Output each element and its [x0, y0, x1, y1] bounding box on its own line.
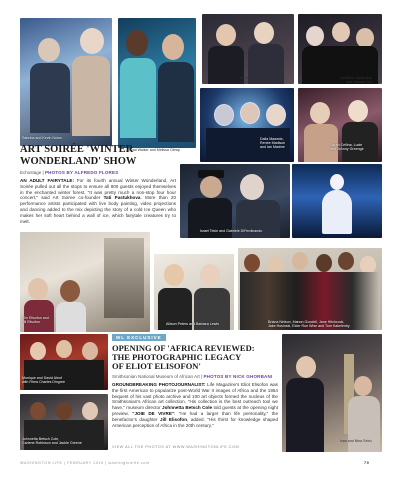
article2-name: Johnnetta Betsch Cole — [162, 405, 213, 411]
page-number: 79 — [364, 461, 370, 465]
exclusive-tag: WL EXCLUSIVE — [112, 334, 166, 341]
caption-vanleeuwen: Dorothee Van Leeuwen and Laura-Anne Sternebrink — [240, 76, 285, 85]
article2-title: OPENING OF 'AFRICA REVIEWED: THE PHOTOGRAPHIC LEGACY OF ELIOT ELISOFON' — [112, 343, 255, 372]
photo-walker — [118, 18, 196, 148]
caption-peters: Allison Peters and Barbara Lewis — [166, 322, 219, 326]
article2-name2: Jill Elisofon — [160, 416, 188, 422]
article2-credit: PHOTOS BY NICK GHORBANI — [203, 374, 273, 379]
article1-dateline — [20, 170, 118, 175]
article2-text3: : "He had a larger than life personality," the benefactor's daughter — [112, 410, 278, 422]
photo-vanleeuwen — [202, 14, 294, 84]
caption-nelson: Briana Nelson, Manon Goodell, Jane Hitchcock, Jake Hosinski, Elder Rue Wise and Tom Kakelenby — [268, 320, 350, 329]
photo-sebu — [282, 334, 382, 452]
article2-dateline — [112, 374, 272, 379]
article2-quote: "JOIE DE VIVRE" — [132, 410, 175, 416]
photo-nolan — [20, 18, 112, 146]
caption-walker: D'Nai Walker and Melissa Obrap — [128, 148, 180, 152]
article2-venue: Smithsonian National Museum of African Art | — [112, 374, 204, 379]
article2-text2: told guests at the opening night preview. — [112, 405, 278, 416]
article1-text: For its fourth annual Winter Wonderland, Art Soirée pulled out all the stops to ensure all 800 guests enjoyed themselves in the enchanted winter forest. "It was pretty much a non-stop four hour concert," said Art Soiree co-founder — [20, 178, 177, 201]
caption-mers: Lin Mers, Sadie Ava and Joanna Yoo — [340, 76, 372, 85]
article2-lead: GROUNDBREAKING PHOTOJOURNALIST: — [112, 382, 206, 387]
article2-text4: , added. "His thirst for knowledge shaped American perception of Africa in the 20th century." — [112, 416, 279, 428]
photo-peters — [154, 254, 234, 330]
article1-venue: Echostage | — [20, 170, 45, 175]
caption-mawaris: Dalia Mawaris, Renée Madison and Ian Madine — [260, 137, 286, 150]
caption-elisofon: Elin Elisofon and Jill Elisofon — [22, 316, 49, 325]
caption-cole: Johnnetta Betsch Cole, Carlene Robinson and Jackie Greene — [22, 437, 82, 446]
caption-aleuf: Monique and David Aleuf with Rhea Charles Dingree — [22, 376, 65, 385]
photo-performer — [292, 164, 382, 238]
photo-tekle — [180, 164, 290, 238]
page-footer: WASHINGTON LIFE | FEBRUARY 2016 | washingtonlife.com — [20, 461, 150, 465]
view-all-link[interactable]: VIEW ALL THE PHOTOS AT WWW.WASHINGTONLIFE.COM — [112, 445, 240, 449]
photo-nelson — [238, 248, 382, 330]
photo-mers — [298, 14, 382, 84]
article1-body — [20, 178, 176, 224]
article1-title: ART SOIRÉE 'WINTER WONDERLAND' SHOW — [20, 144, 137, 167]
article1-text2: . More than 20 performance artists participated with live body painting, video projections and dancing added to the mix depicting the story of a cold Ice Queen who makes her soft heart behind a wall of ice, which fairytale creatures try to melt. — [20, 195, 177, 224]
article1-name: Tati Pastukhova — [103, 195, 141, 201]
caption-nolan: Sabrina and Kevin Nolan — [22, 136, 62, 140]
photo-mawaris — [200, 88, 294, 162]
article2-body — [112, 382, 278, 428]
article2-text: Life Magazine's Eliot Elisofon was the first American to popularize post-World War II images of Africa and the 1954 bequest of his vast photo archive and 100 art objects formed the nucleus of the Smithsonian's African art collection. "His collection is the best outreach tool we have," museum director — [112, 382, 278, 411]
caption-tekle: Israel Tekle and Gabriele DiFerdinando — [200, 229, 263, 233]
caption-cellina: Sarah Cellina, Lucie and Johnny Greenge — [330, 143, 364, 152]
caption-sebu: Ivan and Nina Sebu — [340, 439, 372, 443]
article1-credit: PHOTOS BY ALFREDO FLORES — [44, 170, 119, 175]
article1-lead: AN ADULT FAIRYTALE: — [20, 178, 74, 183]
